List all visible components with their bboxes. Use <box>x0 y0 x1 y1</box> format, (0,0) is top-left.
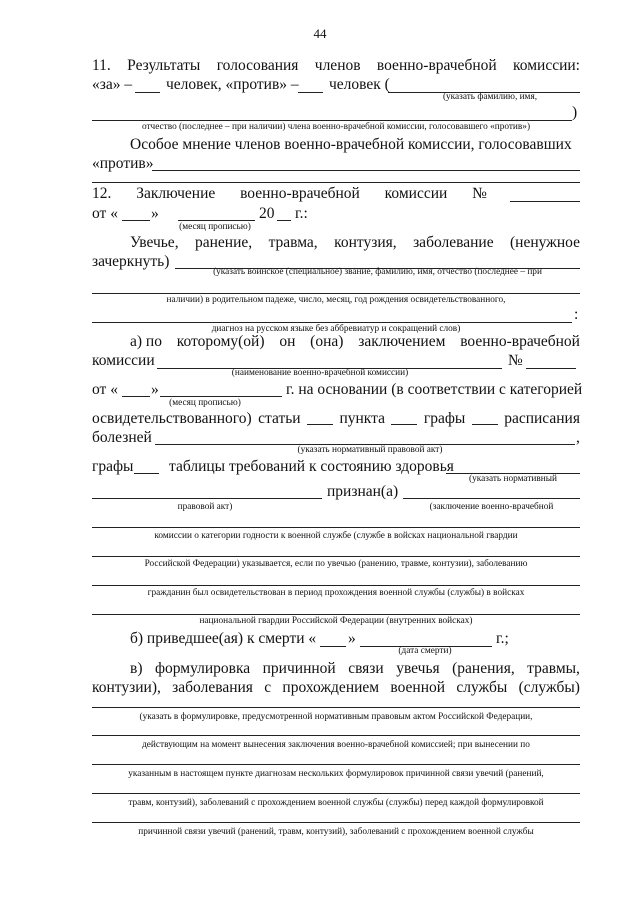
blank <box>134 473 159 474</box>
hint-act2: (указать нормативный <box>469 474 557 484</box>
hint-rf: Российской Федерации) указывается, если по увечью (ранению, травме, контузии), заболеванию <box>144 559 528 569</box>
s11-people2: человек ( <box>329 76 390 93</box>
word: травма, <box>268 234 318 251</box>
blank <box>472 410 498 425</box>
blank <box>92 293 580 294</box>
blank <box>122 396 150 397</box>
year-suffix: г.: <box>295 205 308 222</box>
special-opinion: Особое мнение членов военно-врачебной комиссии, голосовавших <box>130 136 572 153</box>
blank <box>92 735 580 736</box>
word: 11. <box>92 57 111 74</box>
v-line2 <box>92 679 580 697</box>
word: прохождением <box>282 679 380 696</box>
year: 20 <box>259 205 275 222</box>
word: Увечье, <box>130 234 179 251</box>
hint-f1: (указать в формулировке, предусмотренной нормативным правовым актом Российской Федерации, <box>139 712 533 722</box>
quote3: » <box>348 630 356 647</box>
colon: : <box>574 306 579 323</box>
word: № <box>472 185 487 202</box>
blank <box>307 410 333 425</box>
blank <box>403 498 580 499</box>
word: он <box>279 333 296 350</box>
blank <box>92 498 322 499</box>
word: членов <box>314 57 361 74</box>
quote2: » <box>151 381 159 398</box>
blank <box>92 764 580 765</box>
s12-line1 <box>92 185 487 203</box>
blank <box>92 120 572 121</box>
hint-name: (указать фамилию, имя, <box>442 92 538 102</box>
blank <box>298 92 323 93</box>
a-line <box>130 333 580 351</box>
word: графы <box>423 410 466 427</box>
word: увечья <box>396 660 440 677</box>
word: причинной <box>262 660 336 677</box>
quote: » <box>151 205 159 222</box>
blank <box>92 822 580 823</box>
hint-f5: причинной связи увечий (ранений, травм, контузий), заболеваний с прохождением военной службы <box>138 827 534 837</box>
hint-diagnosis: диагноз на русском языке без аббревиатур и сокращений слов) <box>211 324 461 334</box>
word: Заключение <box>136 185 216 202</box>
word: (службы) <box>518 679 580 696</box>
hint-act: (указать нормативный правовой акт) <box>297 445 443 455</box>
word: (ненужное <box>510 234 580 251</box>
blank <box>122 220 150 221</box>
priznan: признан(а) <box>327 483 399 500</box>
word: Результаты <box>127 57 201 74</box>
word: контузии), <box>92 679 161 696</box>
hint-f4: травм, контузий), заболеваний с прохождением военной службы (службы) перед каждой формулировкой <box>128 798 544 808</box>
word: заболевания <box>172 679 253 696</box>
blank <box>320 646 346 647</box>
blank <box>92 527 580 528</box>
hint-month2: (месяц прописью) <box>169 398 241 408</box>
close-paren: ) <box>572 104 578 121</box>
blank <box>92 585 580 586</box>
word: комиссии <box>384 185 448 202</box>
word: (ранения, <box>452 660 515 677</box>
word: статьи <box>258 410 301 427</box>
blank <box>92 793 580 794</box>
word: военной <box>390 679 446 696</box>
word: освидетельствованного) <box>92 410 252 427</box>
word: с <box>264 679 272 696</box>
protiv-label: «против» <box>92 155 154 172</box>
word: заключением <box>358 333 446 350</box>
s11-line1 <box>92 57 580 75</box>
blank <box>152 170 580 171</box>
article-line <box>92 410 580 428</box>
word: а) по <box>130 333 162 350</box>
blank <box>391 410 417 425</box>
word: в) <box>130 660 143 677</box>
blank <box>135 92 160 93</box>
word: заболевание <box>413 234 494 251</box>
hint-rank: (указать воинское (специальное) звание, фамилию, имя, отчество (последнее – при <box>213 267 542 277</box>
hint-death: (дата смерти) <box>398 646 452 656</box>
v-line1 <box>130 660 580 678</box>
hint-fitness: комиссии о категории годности к военной службе (службе в войсках национальной гвардии <box>154 531 518 541</box>
table-req: таблицы требований к состоянию здоровья <box>169 458 454 475</box>
komissii: комиссии <box>92 352 155 369</box>
word: формулировка <box>154 660 251 677</box>
blank <box>92 322 572 323</box>
word: контузия, <box>334 234 397 251</box>
word: комиссии: <box>513 57 580 74</box>
word: травмы, <box>527 660 580 677</box>
blank <box>92 556 580 557</box>
hint-conclusion: (заключение военно-врачебной <box>429 502 554 512</box>
blank <box>277 220 291 221</box>
s12-ot: от « <box>92 205 118 222</box>
b-line: б) приведшее(ая) к смерти « <box>130 630 317 647</box>
blank <box>92 707 580 708</box>
word: военно-врачебной <box>240 185 360 202</box>
hint-vvk-name: (наименование военно-врачебной комиссии) <box>231 368 409 378</box>
word: службы <box>456 679 508 696</box>
word: (она) <box>310 333 344 350</box>
word: военно-врачебной <box>376 57 497 74</box>
word: которому(ой) <box>176 333 265 350</box>
s11-za: «за» – <box>92 76 133 93</box>
bolezney: болезней <box>92 429 152 446</box>
blank <box>92 614 580 615</box>
blank <box>160 396 282 397</box>
hint-f3: указанным в настоящем пункте диагнозам нескольких формулировок причинной связи увечий (ранений, <box>128 769 544 779</box>
g-suffix: г.; <box>496 630 509 647</box>
page-number: 44 <box>313 26 327 41</box>
word: голосования <box>216 57 299 74</box>
word: ранение, <box>195 234 253 251</box>
zacherknut: зачеркнуть) <box>92 253 170 270</box>
word: расписания <box>504 410 580 427</box>
word: военно-врачебной <box>460 333 580 350</box>
grafy: графы <box>92 458 134 475</box>
ot2: от « <box>92 381 118 398</box>
hint-month: (месяц прописью) <box>179 222 251 232</box>
s11-people1: человек, «против» – <box>166 76 299 93</box>
comma: , <box>576 429 580 446</box>
on-basis: г. на основании (в соответствии с категорией <box>286 381 583 398</box>
hint-patronymic: отчество (последнее – при наличии) члена военно-врачебной комиссии, голосовавшего «против») <box>141 122 531 132</box>
word: связи <box>348 660 384 677</box>
hint-f2: действующим на момент вынесения заключения военно-врачебной комиссией; при вынесении по <box>142 740 530 750</box>
word: 12. <box>92 185 112 202</box>
blank <box>92 182 580 183</box>
word: пункта <box>339 410 385 427</box>
hint-guard: национальной гвардии Российской Федерации (внутренних войсках) <box>199 616 473 626</box>
hint-citizen: гражданин был освидетельствован в период прохождения военной службы (службы) в войсках <box>147 588 525 598</box>
hint-presence: наличии) в родительном падеже, число, месяц, год рождения освидетельствованного, <box>166 295 506 305</box>
number-sign: № <box>508 352 523 369</box>
blank <box>178 220 255 221</box>
blank <box>510 201 580 202</box>
injury-line <box>130 234 580 252</box>
blank <box>526 368 576 369</box>
hint-legal: правовой акт) <box>177 502 233 512</box>
